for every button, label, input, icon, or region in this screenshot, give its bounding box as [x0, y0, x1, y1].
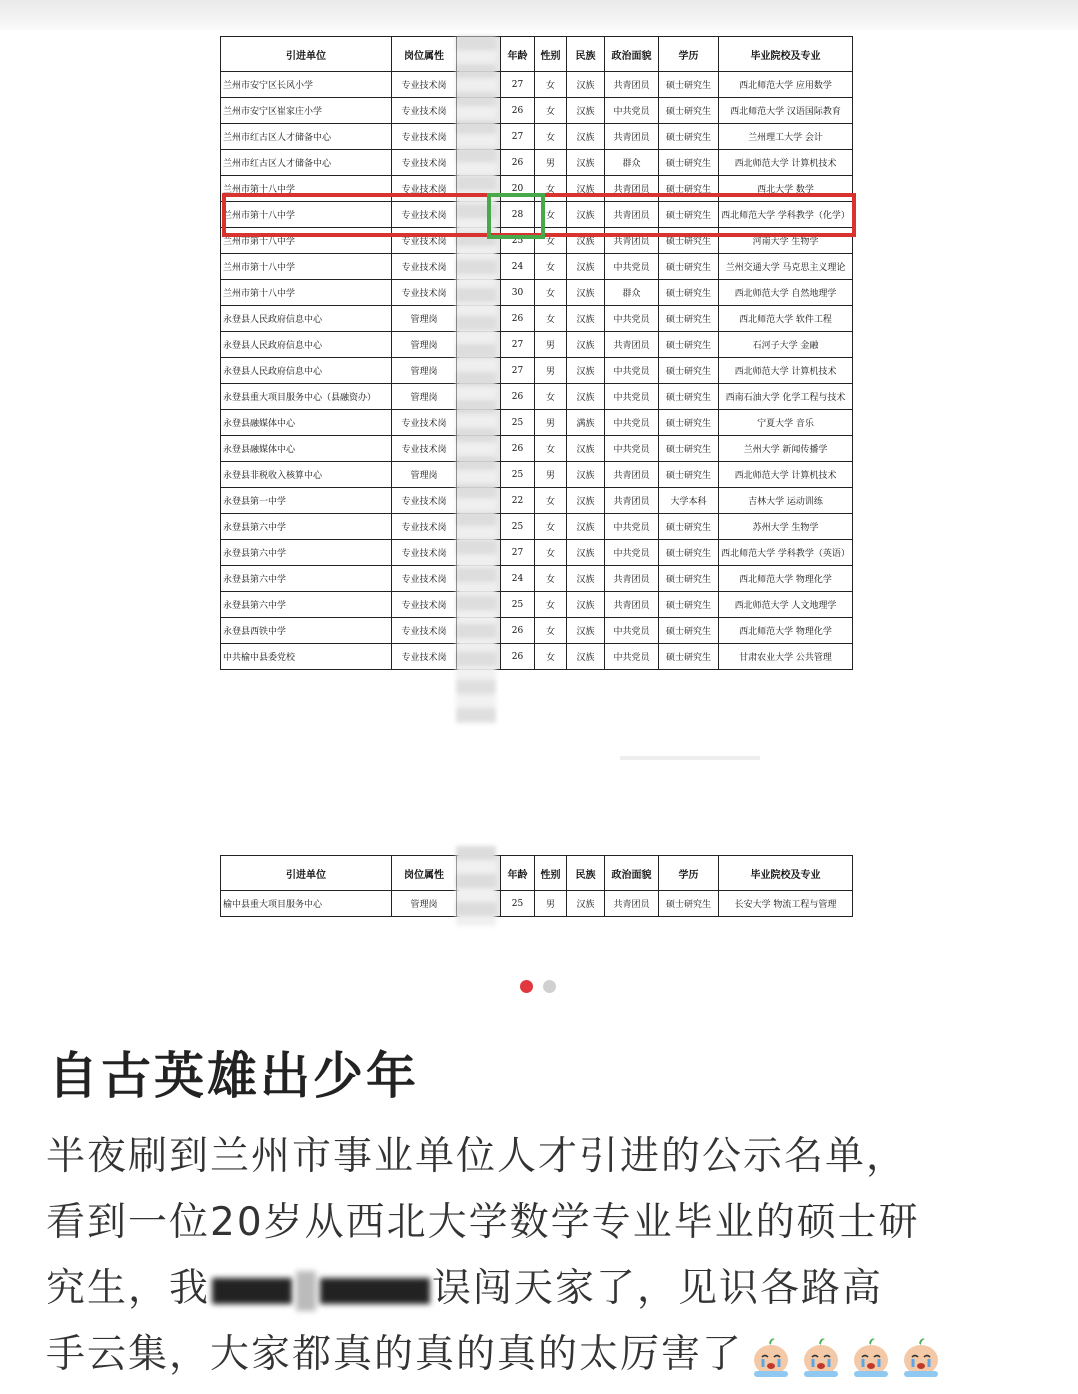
table-cell: 专业技术岗	[392, 488, 457, 514]
table-cell: 永登县重大项目服务中心（县融资办）	[221, 384, 392, 410]
table-cell: 女	[535, 124, 567, 150]
table-cell: 女	[535, 592, 567, 618]
redaction-mark	[296, 1271, 316, 1311]
table-cell: 兰州市第十八中学	[221, 280, 392, 306]
table-cell: 永登县融媒体中心	[221, 410, 392, 436]
table-row	[221, 150, 853, 176]
table-cell: 25	[501, 462, 535, 488]
table-cell: 西北师范大学 汉语国际教育	[719, 98, 853, 124]
table-cell: 硕士研究生	[659, 176, 719, 202]
table-cell: 西北师范大学 物理化学	[719, 618, 853, 644]
table-cell: 共青团员	[605, 332, 659, 358]
table-cell: 西北师范大学 学科教学（化学）	[719, 202, 853, 228]
table-cell: 专业技术岗	[392, 72, 457, 98]
table-cell: 汉族	[567, 891, 605, 917]
table-cell: 26	[501, 150, 535, 176]
table-cell: 西北师范大学 计算机技术	[719, 150, 853, 176]
highlight-age-box	[487, 193, 545, 239]
table-row	[221, 540, 853, 566]
table-cell: 永登县非税收入核算中心	[221, 462, 392, 488]
table-cell: 西北师范大学 计算机技术	[719, 358, 853, 384]
table-cell: 27	[501, 124, 535, 150]
table-cell: 26	[501, 384, 535, 410]
table-header-cell: 年龄	[501, 856, 535, 891]
table-row	[221, 891, 853, 917]
pager-dot[interactable]	[543, 980, 556, 993]
table-cell: 专业技术岗	[392, 150, 457, 176]
table-cell: 大学本科	[659, 488, 719, 514]
table-cell: 兰州市第十八中学	[221, 176, 392, 202]
table-cell: 24	[501, 566, 535, 592]
table-cell: 西南石油大学 化学工程与技术	[719, 384, 853, 410]
table-cell: 专业技术岗	[392, 254, 457, 280]
table-cell: 硕士研究生	[659, 514, 719, 540]
table-header-cell: 学历	[659, 856, 719, 891]
table-cell: 硕士研究生	[659, 280, 719, 306]
table-cell: 永登县人民政府信息中心	[221, 306, 392, 332]
table-cell: 西北大学 数学	[719, 176, 853, 202]
table-cell: 中共榆中县委党校	[221, 644, 392, 670]
table-cell: 女	[535, 644, 567, 670]
table-cell: 永登县第六中学	[221, 592, 392, 618]
table-cell: 河南大学 生物学	[719, 228, 853, 254]
table-row	[221, 384, 853, 410]
table-cell: 共青团员	[605, 891, 659, 917]
table-cell: 硕士研究生	[659, 891, 719, 917]
table-cell: 硕士研究生	[659, 98, 719, 124]
table-cell: 汉族	[567, 592, 605, 618]
table-cell: 中共党员	[605, 436, 659, 462]
table-cell: 管理岗	[392, 384, 457, 410]
table-cell: 25	[501, 228, 535, 254]
table-row	[221, 462, 853, 488]
table-cell: 汉族	[567, 488, 605, 514]
table-cell: 汉族	[567, 150, 605, 176]
crying-emoji-icon	[899, 1335, 943, 1379]
table-cell: 永登县第一中学	[221, 488, 392, 514]
table-cell: 硕士研究生	[659, 358, 719, 384]
table-cell: 硕士研究生	[659, 410, 719, 436]
table-cell: 26	[501, 98, 535, 124]
table-cell: 宁夏大学 音乐	[719, 410, 853, 436]
table-cell: 26	[501, 306, 535, 332]
table-cell: 共青团员	[605, 124, 659, 150]
table-cell: 汉族	[567, 384, 605, 410]
table-cell: 汉族	[567, 306, 605, 332]
table-cell: 女	[535, 72, 567, 98]
table-cell: 管理岗	[392, 358, 457, 384]
table-cell: 男	[535, 462, 567, 488]
table-cell: 兰州市安宁区长风小学	[221, 72, 392, 98]
table-cell: 硕士研究生	[659, 202, 719, 228]
table-cell: 汉族	[567, 254, 605, 280]
table-header-cell: 民族	[567, 856, 605, 891]
table-cell: 专业技术岗	[392, 124, 457, 150]
table-cell: 20	[501, 176, 535, 202]
table-cell: 共青团员	[605, 592, 659, 618]
table-cell: 西北师范大学 应用数学	[719, 72, 853, 98]
table-cell: 兰州市安宁区崔家庄小学	[221, 98, 392, 124]
table-cell: 中共党员	[605, 306, 659, 332]
table-cell: 永登县人民政府信息中心	[221, 332, 392, 358]
table-cell: 兰州市红古区人才储备中心	[221, 124, 392, 150]
post-line: 半夜刷到兰州市事业单位人才引进的公示名单，	[46, 1134, 908, 1179]
table-cell: 汉族	[567, 176, 605, 202]
table-cell: 共青团员	[605, 462, 659, 488]
table-cell: 汉族	[567, 202, 605, 228]
table-cell: 汉族	[567, 436, 605, 462]
table-cell: 硕士研究生	[659, 436, 719, 462]
table-cell: 女	[535, 514, 567, 540]
table-cell: 西北师范大学 人文地理学	[719, 592, 853, 618]
table-cell: 管理岗	[392, 332, 457, 358]
table-cell: 硕士研究生	[659, 462, 719, 488]
post-line: 看到一位20岁从西北大学数学专业毕业的硕士研	[46, 1200, 920, 1245]
recruitment-table	[220, 36, 853, 670]
table-cell: 硕士研究生	[659, 592, 719, 618]
table-cell: 女	[535, 280, 567, 306]
table-header-cell: 毕业院校及专业	[719, 856, 853, 891]
table-cell: 22	[501, 488, 535, 514]
table-cell: 西北师范大学 软件工程	[719, 306, 853, 332]
table-cell: 汉族	[567, 644, 605, 670]
table-cell: 管理岗	[392, 306, 457, 332]
table-cell: 中共党员	[605, 358, 659, 384]
table-row	[221, 280, 853, 306]
table-row	[221, 254, 853, 280]
table-cell: 女	[535, 306, 567, 332]
table-cell: 男	[535, 150, 567, 176]
table-cell: 28	[501, 202, 535, 228]
table-header-cell: 学历	[659, 37, 719, 72]
table-cell: 永登县西铁中学	[221, 618, 392, 644]
post-body	[46, 1124, 1036, 1388]
table-cell: 共青团员	[605, 566, 659, 592]
table-cell: 硕士研究生	[659, 540, 719, 566]
table-cell: 永登县第六中学	[221, 540, 392, 566]
table-cell: 共青团员	[605, 202, 659, 228]
table-cell: 专业技术岗	[392, 436, 457, 462]
table-cell: 石河子大学 金融	[719, 332, 853, 358]
table-cell: 硕士研究生	[659, 124, 719, 150]
table-cell: 汉族	[567, 332, 605, 358]
table-row	[221, 98, 853, 124]
table-header-cell: 民族	[567, 37, 605, 72]
table-cell: 硕士研究生	[659, 306, 719, 332]
table-row	[221, 592, 853, 618]
table-cell: 管理岗	[392, 462, 457, 488]
table-cell: 汉族	[567, 358, 605, 384]
table-row	[221, 332, 853, 358]
table-cell: 25	[501, 592, 535, 618]
table-cell: 硕士研究生	[659, 228, 719, 254]
table-cell: 26	[501, 644, 535, 670]
table-row	[221, 358, 853, 384]
table-cell: 女	[535, 488, 567, 514]
table-cell: 中共党员	[605, 644, 659, 670]
table-cell: 硕士研究生	[659, 384, 719, 410]
blurred-name-column	[456, 36, 496, 724]
table-cell: 专业技术岗	[392, 618, 457, 644]
table-cell: 长安大学 物流工程与管理	[719, 891, 853, 917]
table-cell: 群众	[605, 150, 659, 176]
table-cell: 专业技术岗	[392, 228, 457, 254]
table-cell: 女	[535, 228, 567, 254]
table-cell: 硕士研究生	[659, 254, 719, 280]
table-header-cell: 毕业院校及专业	[719, 37, 853, 72]
post-text: 误闯天家了，见识各路高	[432, 1266, 884, 1311]
post-image-table-2[interactable]	[220, 855, 853, 917]
pager-dot[interactable]	[520, 980, 533, 993]
table-cell: 男	[535, 891, 567, 917]
faint-divider	[620, 756, 760, 760]
table-cell: 30	[501, 280, 535, 306]
table-row	[221, 644, 853, 670]
table-cell: 硕士研究生	[659, 150, 719, 176]
table-row	[221, 410, 853, 436]
crying-emoji-icon	[799, 1335, 843, 1379]
table-cell: 硕士研究生	[659, 644, 719, 670]
table-cell: 永登县融媒体中心	[221, 436, 392, 462]
table-cell: 专业技术岗	[392, 202, 457, 228]
table-cell: 西北师范大学 自然地理学	[719, 280, 853, 306]
table-cell: 汉族	[567, 514, 605, 540]
table-cell: 永登县人民政府信息中心	[221, 358, 392, 384]
table-cell: 永登县第六中学	[221, 566, 392, 592]
table-cell: 硕士研究生	[659, 566, 719, 592]
table-cell: 女	[535, 254, 567, 280]
table-row	[221, 618, 853, 644]
table-cell: 管理岗	[392, 891, 457, 917]
table-cell: 27	[501, 358, 535, 384]
table-cell: 兰州大学 新闻传播学	[719, 436, 853, 462]
redaction-mark	[212, 1278, 292, 1304]
redaction-mark	[320, 1278, 430, 1304]
table-cell: 共青团员	[605, 72, 659, 98]
table-cell: 西北师范大学 物理化学	[719, 566, 853, 592]
table-row	[221, 436, 853, 462]
table-cell: 24	[501, 254, 535, 280]
table-cell: 男	[535, 332, 567, 358]
table-header-cell: 引进单位	[221, 856, 392, 891]
table-cell: 汉族	[567, 124, 605, 150]
table-header-cell: 岗位属性	[392, 856, 457, 891]
table-cell: 中共党员	[605, 514, 659, 540]
table-cell: 满族	[567, 410, 605, 436]
table-cell: 汉族	[567, 72, 605, 98]
table-cell: 汉族	[567, 462, 605, 488]
table-cell: 兰州市第十八中学	[221, 228, 392, 254]
table-cell: 男	[535, 410, 567, 436]
table-cell: 27	[501, 540, 535, 566]
table-row	[221, 566, 853, 592]
post-title: 自古英雄出少年	[48, 1047, 419, 1105]
table-header-cell: 政治面貌	[605, 37, 659, 72]
table-cell: 女	[535, 618, 567, 644]
table-cell: 汉族	[567, 228, 605, 254]
table-cell: 汉族	[567, 98, 605, 124]
table-cell: 硕士研究生	[659, 618, 719, 644]
blurred-name-column-2	[456, 846, 496, 926]
post-image-table[interactable]	[220, 36, 853, 670]
table-cell: 专业技术岗	[392, 540, 457, 566]
table-cell: 兰州理工大学 会计	[719, 124, 853, 150]
table-cell: 西北师范大学 学科教学（英语）	[719, 540, 853, 566]
table-cell: 25	[501, 514, 535, 540]
image-pager[interactable]	[520, 980, 556, 993]
table-row	[221, 514, 853, 540]
table-row	[221, 488, 853, 514]
table-cell: 专业技术岗	[392, 644, 457, 670]
table-cell: 专业技术岗	[392, 280, 457, 306]
table-header-cell: 岗位属性	[392, 37, 457, 72]
table-cell: 吉林大学 运动训练	[719, 488, 853, 514]
table-cell: 中共党员	[605, 254, 659, 280]
table-cell: 兰州市第十八中学	[221, 202, 392, 228]
table-cell: 25	[501, 410, 535, 436]
crying-emoji-icon	[849, 1335, 893, 1379]
table-cell: 共青团员	[605, 228, 659, 254]
table-cell: 汉族	[567, 566, 605, 592]
table-cell: 专业技术岗	[392, 566, 457, 592]
table-cell: 专业技术岗	[392, 176, 457, 202]
table-row	[221, 72, 853, 98]
table-cell: 兰州市红古区人才储备中心	[221, 150, 392, 176]
table-header-cell: 性别	[535, 37, 567, 72]
table-cell: 汉族	[567, 280, 605, 306]
table-cell: 女	[535, 566, 567, 592]
table-cell: 中共党员	[605, 410, 659, 436]
table-cell: 女	[535, 540, 567, 566]
table-cell: 中共党员	[605, 618, 659, 644]
table-cell: 汉族	[567, 540, 605, 566]
table-cell: 共青团员	[605, 488, 659, 514]
table-cell: 27	[501, 332, 535, 358]
post-text: 手云集，大家都真的真的真的太厉害了	[46, 1332, 744, 1377]
table-cell: 27	[501, 72, 535, 98]
table-cell: 26	[501, 618, 535, 644]
post-line	[46, 1322, 1036, 1388]
table-cell: 中共党员	[605, 384, 659, 410]
table-row	[221, 306, 853, 332]
table-cell: 硕士研究生	[659, 332, 719, 358]
table-cell: 中共党员	[605, 98, 659, 124]
table-cell: 中共党员	[605, 540, 659, 566]
table-cell: 女	[535, 436, 567, 462]
table-cell: 群众	[605, 280, 659, 306]
table-header-cell: 政治面貌	[605, 856, 659, 891]
table-cell: 女	[535, 384, 567, 410]
table-cell: 专业技术岗	[392, 592, 457, 618]
table-cell: 兰州市第十八中学	[221, 254, 392, 280]
table-header-cell: 性别	[535, 856, 567, 891]
table-cell: 永登县第六中学	[221, 514, 392, 540]
table-cell: 女	[535, 98, 567, 124]
recruitment-table-2	[220, 855, 853, 917]
post-text: 究生，我	[46, 1266, 211, 1311]
table-cell: 甘肃农业大学 公共管理	[719, 644, 853, 670]
table-header-cell: 年龄	[501, 37, 535, 72]
table-cell: 女	[535, 202, 567, 228]
table-cell: 共青团员	[605, 176, 659, 202]
post-line	[46, 1256, 1036, 1322]
crying-emoji-icon	[749, 1335, 793, 1379]
table-cell: 男	[535, 358, 567, 384]
table-cell: 25	[501, 891, 535, 917]
table-header-cell: 引进单位	[221, 37, 392, 72]
table-cell: 汉族	[567, 618, 605, 644]
table-cell: 女	[535, 176, 567, 202]
top-status-bar	[0, 0, 1078, 30]
table-cell: 西北师范大学 计算机技术	[719, 462, 853, 488]
table-cell: 26	[501, 436, 535, 462]
table-cell: 榆中县重大项目服务中心	[221, 891, 392, 917]
table-cell: 专业技术岗	[392, 514, 457, 540]
table-cell: 专业技术岗	[392, 98, 457, 124]
table-row	[221, 124, 853, 150]
table-cell: 硕士研究生	[659, 72, 719, 98]
table-cell: 兰州交通大学 马克思主义理论	[719, 254, 853, 280]
table-cell: 专业技术岗	[392, 410, 457, 436]
table-cell: 苏州大学 生物学	[719, 514, 853, 540]
